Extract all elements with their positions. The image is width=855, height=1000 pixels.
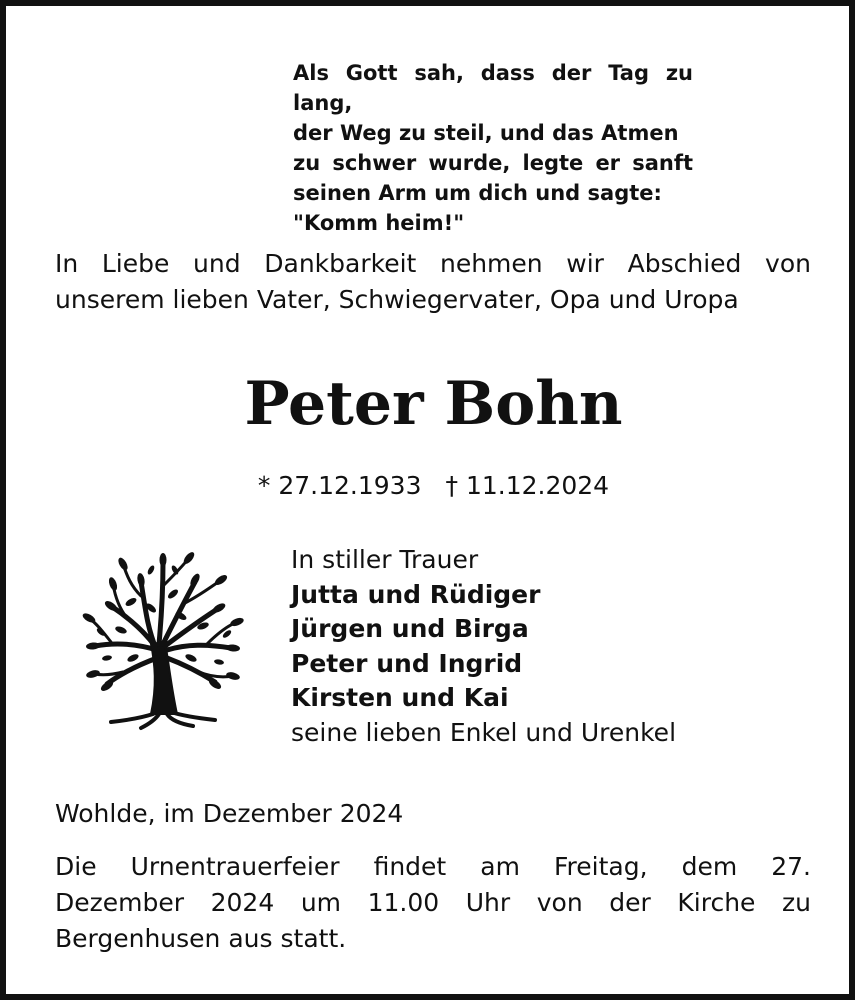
death-date: † 11.12.2024 [445, 471, 610, 500]
ceremony-info [55, 849, 811, 957]
ceremony-line: Bergenhusen aus statt. [55, 924, 347, 953]
intro-line: unserem lieben Vater, Schwiegervater, Opa und Uropa [55, 285, 739, 314]
poem-line: zu schwer wurde, legte er sanft [293, 151, 693, 175]
poem [293, 58, 693, 238]
mourners-closing: seine lieben Enkel und Urenkel [291, 717, 677, 747]
life-dates [6, 468, 855, 504]
poem-line: "Komm heim!" [293, 211, 465, 235]
mourner-name: Peter und Ingrid [291, 648, 523, 678]
mourner-name: Jutta und Rüdiger [291, 579, 541, 609]
intro-text [55, 246, 811, 318]
mourners-list [291, 543, 811, 750]
ceremony-line: Die Urnentrauerfeier findet am Freitag, dem 27. [55, 852, 811, 881]
ceremony-line: Dezember 2024 um 11.00 Uhr von der Kirche zu [55, 888, 811, 917]
birth-date: * 27.12.1933 [257, 471, 422, 500]
deceased-name: Peter Bohn [244, 369, 623, 439]
tree-of-life-icon [71, 546, 256, 731]
mourner-name: Kirsten und Kai [291, 683, 509, 712]
poem-line: der Weg zu steil, und das Atmen [293, 121, 679, 145]
intro-line: In Liebe und Dankbarkeit nehmen wir Abschied von [55, 249, 811, 278]
poem-line: seinen Arm um dich und sagte: [293, 181, 662, 205]
place-and-date: Wohlde, im Dezember 2024 [55, 799, 404, 828]
mourners-intro: In stiller Trauer [291, 545, 479, 574]
poem-line: Als Gott sah, dass der Tag zu lang, [293, 61, 693, 115]
mourner-name: Jürgen und Birga [291, 614, 529, 643]
